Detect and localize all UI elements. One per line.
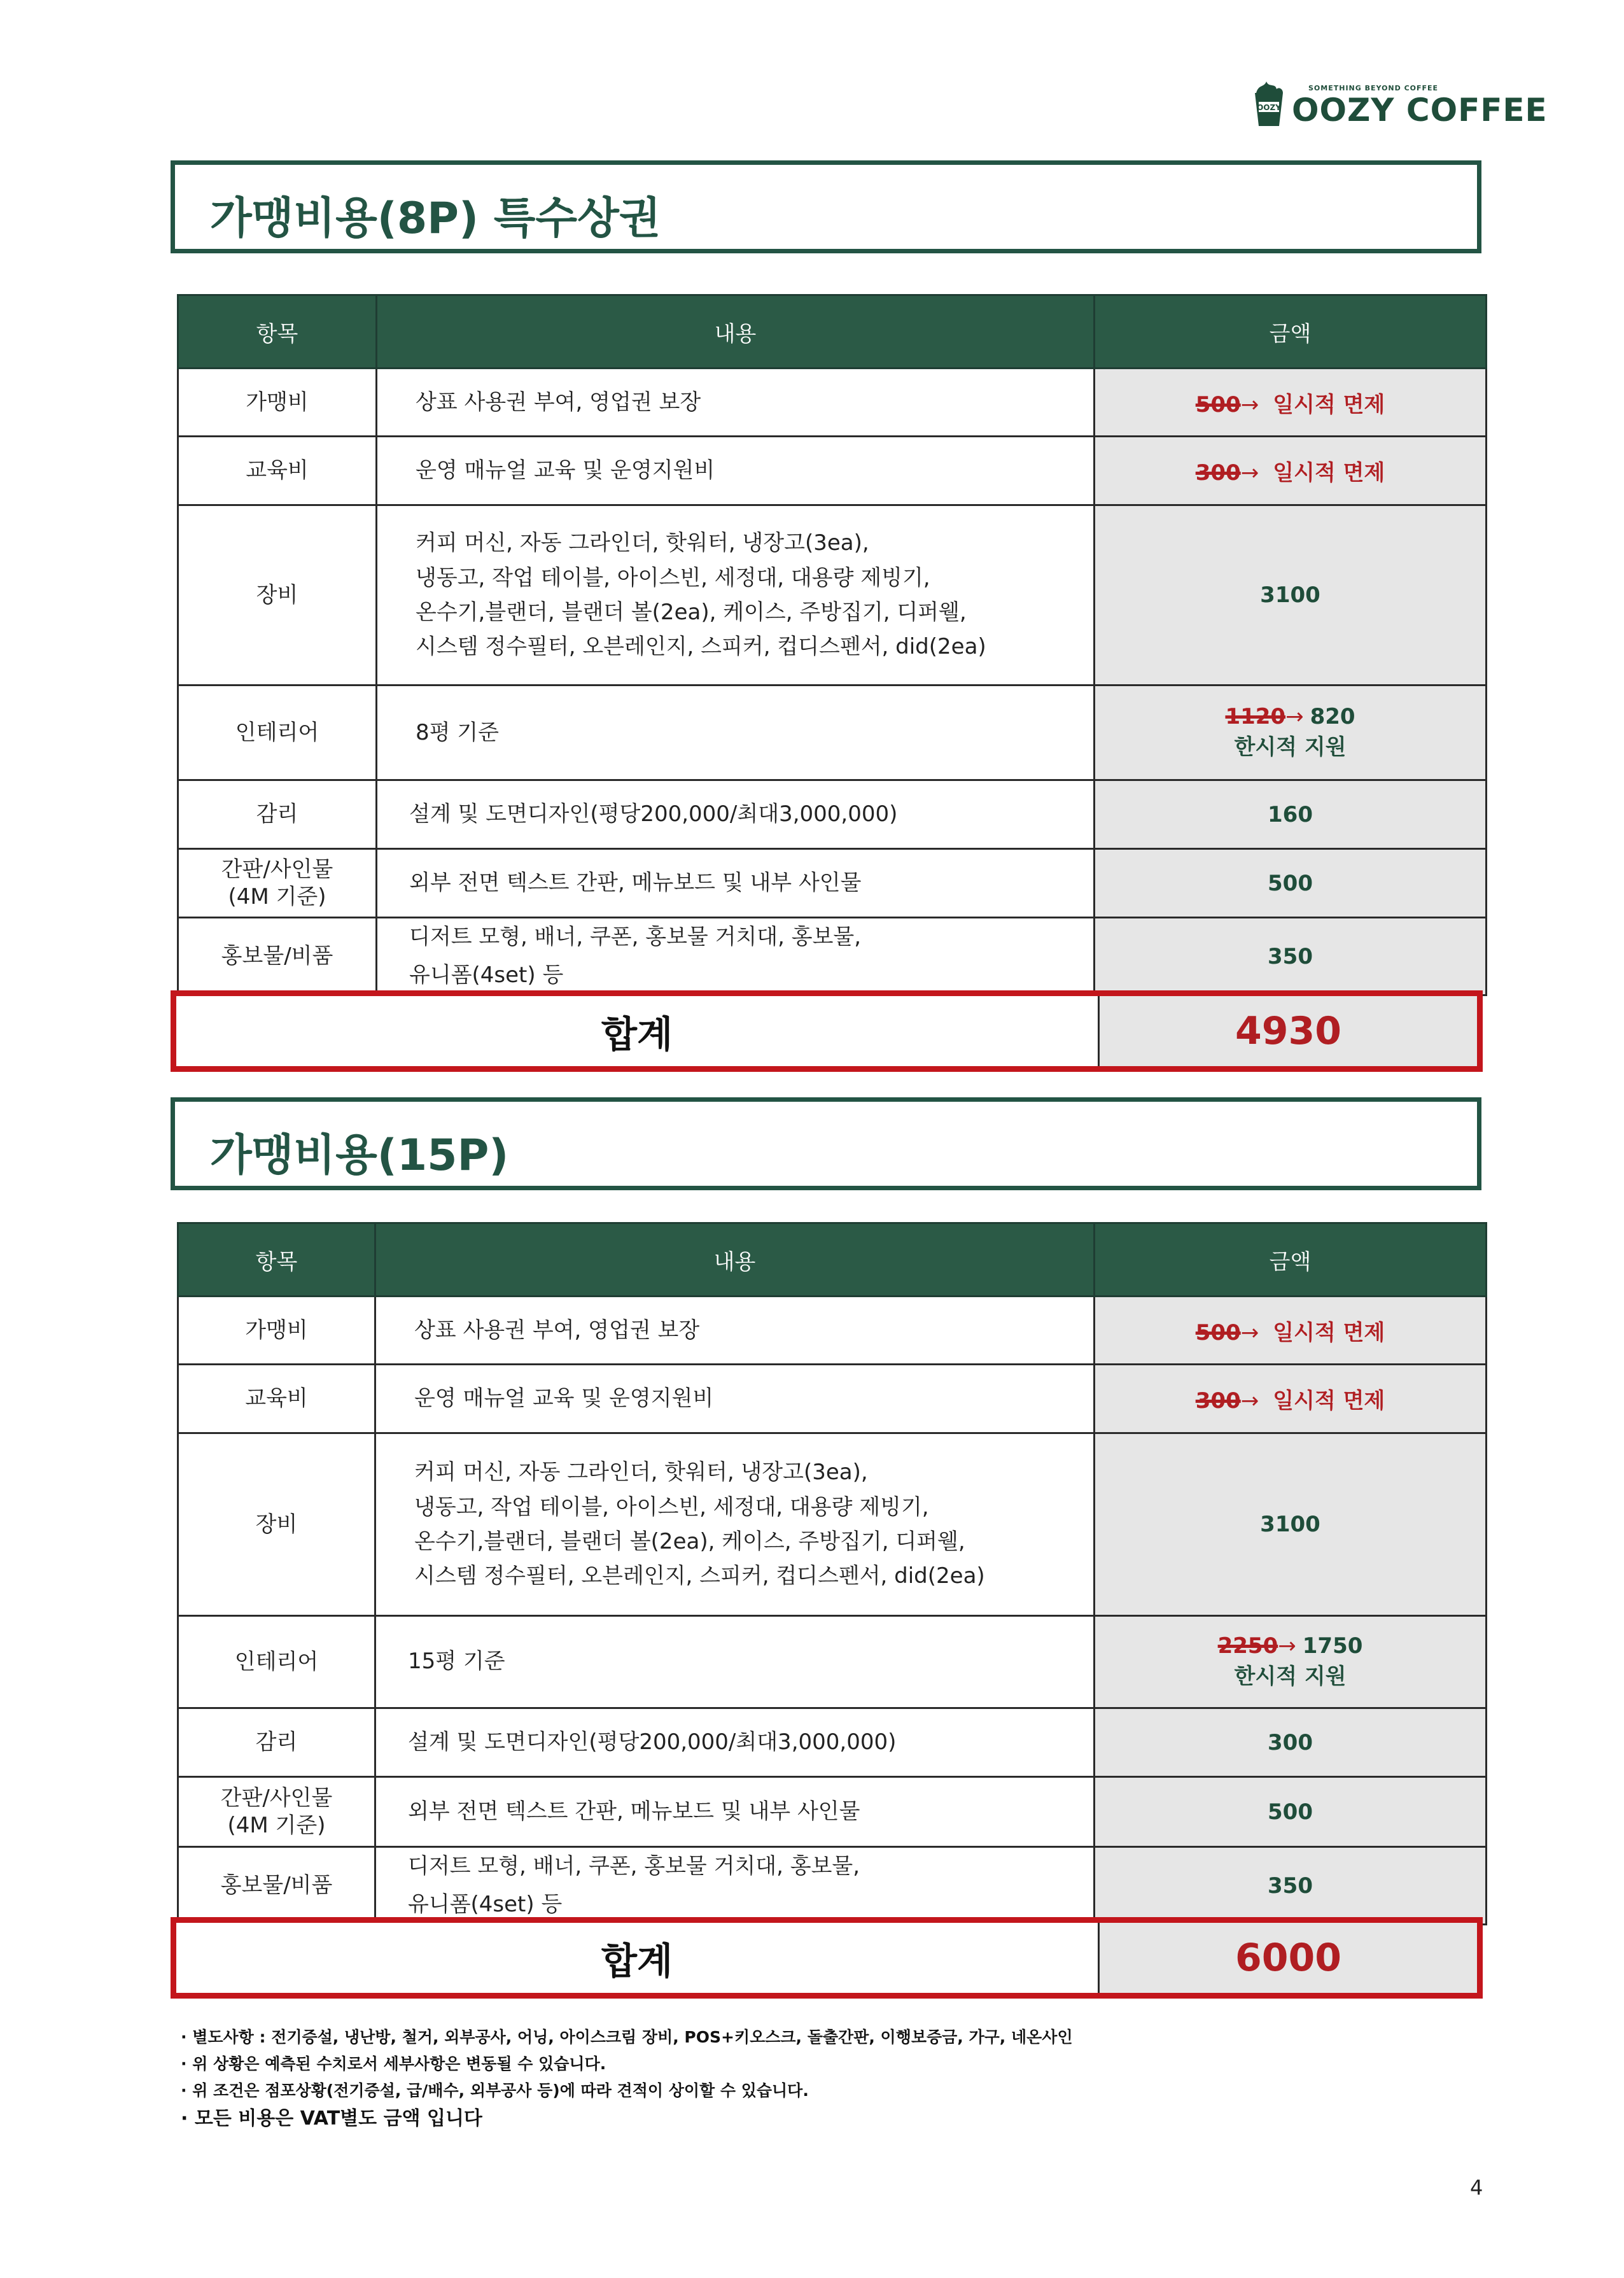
row-education-fee bbox=[178, 437, 1487, 505]
item-amount: 500 bbox=[1095, 1777, 1487, 1847]
original-price: 1120 bbox=[1225, 704, 1286, 730]
item-amount bbox=[1095, 1616, 1487, 1708]
waiver-note: 일시적 면제 bbox=[1273, 1319, 1385, 1346]
arrow-right-icon: → bbox=[1240, 460, 1259, 486]
item-label: 인테리어 bbox=[178, 686, 377, 780]
footnote: · 위 조건은 점포상황(전기증설, 급/배수, 외부공사 등)에 따라 견적이 상이할 수 있습니다. bbox=[181, 2081, 809, 2100]
item-label: 인테리어 bbox=[178, 1616, 375, 1708]
item-description bbox=[375, 1847, 1095, 1925]
row-signage bbox=[178, 849, 1487, 918]
table-header-row bbox=[178, 1223, 1487, 1297]
item-amount: 3100 bbox=[1095, 505, 1487, 686]
arrow-right-icon: → bbox=[1240, 391, 1259, 418]
total-label: 합계 bbox=[601, 1939, 673, 1983]
fee-table-15p bbox=[177, 1222, 1487, 1925]
original-price: 300 bbox=[1195, 1388, 1241, 1414]
discounted-price: 820 bbox=[1310, 704, 1355, 730]
item-amount: 300 bbox=[1095, 1708, 1487, 1777]
item-label: 교육비 bbox=[178, 1365, 375, 1433]
desc-line: 디저트 모형, 배너, 쿠폰, 홍보물 거치대, 홍보물, bbox=[408, 1853, 860, 1879]
support-note: 한시적 지원 bbox=[1234, 1664, 1347, 1689]
item-description: 상표 사용권 부여, 영업권 보장 bbox=[377, 369, 1095, 437]
desc-line: 시스템 정수필터, 오븐레인지, 스피커, 컵디스펜서, did(2ea) bbox=[416, 634, 986, 660]
item-description bbox=[377, 505, 1095, 686]
item-amount bbox=[1095, 1297, 1487, 1365]
header-content: 내용 bbox=[377, 295, 1095, 369]
waiver-note: 일시적 면제 bbox=[1273, 1388, 1385, 1414]
item-description: 상표 사용권 부여, 영업권 보장 bbox=[375, 1297, 1095, 1365]
item-amount: 350 bbox=[1095, 1847, 1487, 1925]
header-content: 내용 bbox=[375, 1223, 1095, 1297]
row-promo bbox=[178, 1847, 1487, 1925]
item-description: 설계 및 도면디자인(평당200,000/최대3,000,000) bbox=[377, 780, 1095, 849]
item-amount: 500 bbox=[1095, 849, 1487, 918]
row-interior bbox=[178, 686, 1487, 780]
desc-line: 온수기,블랜더, 블랜더 볼(2ea), 케이스, 주방집기, 디퍼웰, bbox=[414, 1529, 965, 1554]
item-amount bbox=[1095, 1365, 1487, 1433]
section-title-8p bbox=[171, 160, 1481, 253]
cup-label: OOZY bbox=[1257, 103, 1281, 112]
item-amount bbox=[1095, 686, 1487, 780]
row-interior bbox=[178, 1616, 1487, 1708]
section-title-15p bbox=[171, 1097, 1481, 1190]
item-label-line: 간판/사인물 bbox=[220, 1785, 333, 1811]
item-description bbox=[375, 1433, 1095, 1616]
header-amount: 금액 bbox=[1095, 1223, 1487, 1297]
support-note: 한시적 지원 bbox=[1234, 735, 1347, 760]
fee-table-8p bbox=[177, 294, 1487, 996]
arrow-right-icon: → bbox=[1278, 1633, 1296, 1659]
item-label bbox=[178, 1777, 375, 1847]
original-price: 500 bbox=[1195, 1319, 1241, 1346]
item-label: 감리 bbox=[178, 780, 377, 849]
desc-line: 시스템 정수필터, 오븐레인지, 스피커, 컵디스펜서, did(2ea) bbox=[414, 1563, 985, 1589]
item-amount: 350 bbox=[1095, 918, 1487, 995]
item-label bbox=[178, 849, 377, 918]
waiver-note: 일시적 면제 bbox=[1273, 460, 1385, 486]
total-row-8p bbox=[171, 990, 1483, 1072]
item-description: 8평 기준 bbox=[377, 686, 1095, 780]
desc-line: 냉동고, 작업 테이블, 아이스빈, 세정대, 대용량 제빙기, bbox=[414, 1494, 929, 1520]
total-amount: 4930 bbox=[1100, 996, 1477, 1066]
arrow-right-icon: → bbox=[1285, 704, 1304, 730]
item-amount: 160 bbox=[1095, 780, 1487, 849]
price-change bbox=[1095, 1631, 1485, 1662]
item-label: 장비 bbox=[178, 505, 377, 686]
section-title-text: 가맹비용(8P) 특수상권 bbox=[210, 193, 661, 244]
brand-tagline: SOMETHING BEYOND COFFEE bbox=[1308, 84, 1439, 92]
item-amount bbox=[1095, 369, 1487, 437]
item-description: 설계 및 도면디자인(평당200,000/최대3,000,000) bbox=[375, 1708, 1095, 1777]
row-franchise-fee bbox=[178, 369, 1487, 437]
footnote: · 별도사항 : 전기증설, 냉난방, 철거, 외부공사, 어닝, 아이스크림 장비, POS+키오스크, 돌출간판, 이행보증금, 가구, 네온사인 bbox=[181, 2028, 1073, 2046]
desc-line: 온수기,블랜더, 블랜더 볼(2ea), 케이스, 주방집기, 디퍼웰, bbox=[416, 600, 967, 625]
desc-line: 커피 머신, 자동 그라인더, 핫워터, 냉장고(3ea), bbox=[414, 1459, 868, 1486]
item-label: 홍보물/비품 bbox=[178, 1847, 375, 1925]
row-supervision bbox=[178, 1708, 1487, 1777]
item-amount: 3100 bbox=[1095, 1433, 1487, 1616]
row-promo bbox=[178, 918, 1487, 995]
header-amount: 금액 bbox=[1095, 295, 1487, 369]
item-label: 가맹비 bbox=[178, 369, 377, 437]
header-item: 항목 bbox=[178, 1223, 375, 1297]
row-education-fee bbox=[178, 1365, 1487, 1433]
table-header-row bbox=[178, 295, 1487, 369]
item-description: 15평 기준 bbox=[375, 1616, 1095, 1708]
total-row-15p bbox=[171, 1917, 1483, 1999]
row-signage bbox=[178, 1777, 1487, 1847]
item-description bbox=[377, 918, 1095, 995]
item-amount bbox=[1095, 437, 1487, 505]
discounted-price: 1750 bbox=[1302, 1633, 1363, 1659]
footnote: · 위 상황은 예측된 수치로서 세부사항은 변동될 수 있습니다. bbox=[181, 2055, 606, 2073]
row-supervision bbox=[178, 780, 1487, 849]
brand-logo bbox=[1247, 76, 1548, 130]
item-label: 가맹비 bbox=[178, 1297, 375, 1365]
brand-name: OOZY COFFEE bbox=[1292, 92, 1548, 129]
item-label: 감리 bbox=[178, 1708, 375, 1777]
desc-line: 디저트 모형, 배너, 쿠폰, 홍보물 거치대, 홍보물, bbox=[409, 924, 862, 950]
total-label: 합계 bbox=[601, 1013, 673, 1056]
item-label: 교육비 bbox=[178, 437, 377, 505]
header-item: 항목 bbox=[178, 295, 377, 369]
desc-line: 커피 머신, 자동 그라인더, 핫워터, 냉장고(3ea), bbox=[416, 530, 869, 556]
item-label-line: 간판/사인물 bbox=[221, 857, 333, 882]
original-price: 2250 bbox=[1217, 1633, 1278, 1659]
item-label: 홍보물/비품 bbox=[178, 918, 377, 995]
page-number: 4 bbox=[1470, 2176, 1483, 2200]
row-equipment bbox=[178, 505, 1487, 686]
waiver-note: 일시적 면제 bbox=[1273, 391, 1385, 418]
item-description: 운영 매뉴얼 교육 및 운영지원비 bbox=[375, 1365, 1095, 1433]
price-change bbox=[1095, 702, 1485, 733]
item-label-line: (4M 기준) bbox=[227, 1812, 326, 1838]
item-description: 외부 전면 텍스트 간판, 메뉴보드 및 내부 사인물 bbox=[375, 1777, 1095, 1847]
row-franchise-fee bbox=[178, 1297, 1487, 1365]
arrow-right-icon: → bbox=[1240, 1388, 1259, 1414]
item-description: 운영 매뉴얼 교육 및 운영지원비 bbox=[377, 437, 1095, 505]
arrow-right-icon: → bbox=[1240, 1319, 1259, 1346]
section-title-text: 가맹비용(15P) bbox=[210, 1130, 509, 1181]
footnote: · 모든 비용은 VAT별도 금액 입니다 bbox=[181, 2107, 482, 2130]
footnotes bbox=[181, 2024, 1453, 2134]
desc-line: 냉동고, 작업 테이블, 아이스빈, 세정대, 대용량 제빙기, bbox=[416, 565, 930, 591]
item-label-line: (4M 기준) bbox=[228, 883, 326, 910]
item-label: 장비 bbox=[178, 1433, 375, 1616]
desc-line: 유니폼(4set) 등 bbox=[409, 962, 564, 988]
original-price: 500 bbox=[1195, 391, 1241, 418]
desc-line: 유니폼(4set) 등 bbox=[408, 1891, 563, 1917]
total-amount: 6000 bbox=[1100, 1923, 1477, 1993]
row-equipment bbox=[178, 1433, 1487, 1616]
coffee-cup-icon bbox=[1250, 79, 1288, 129]
item-description: 외부 전면 텍스트 간판, 메뉴보드 및 내부 사인물 bbox=[377, 849, 1095, 918]
original-price: 300 bbox=[1195, 460, 1241, 486]
